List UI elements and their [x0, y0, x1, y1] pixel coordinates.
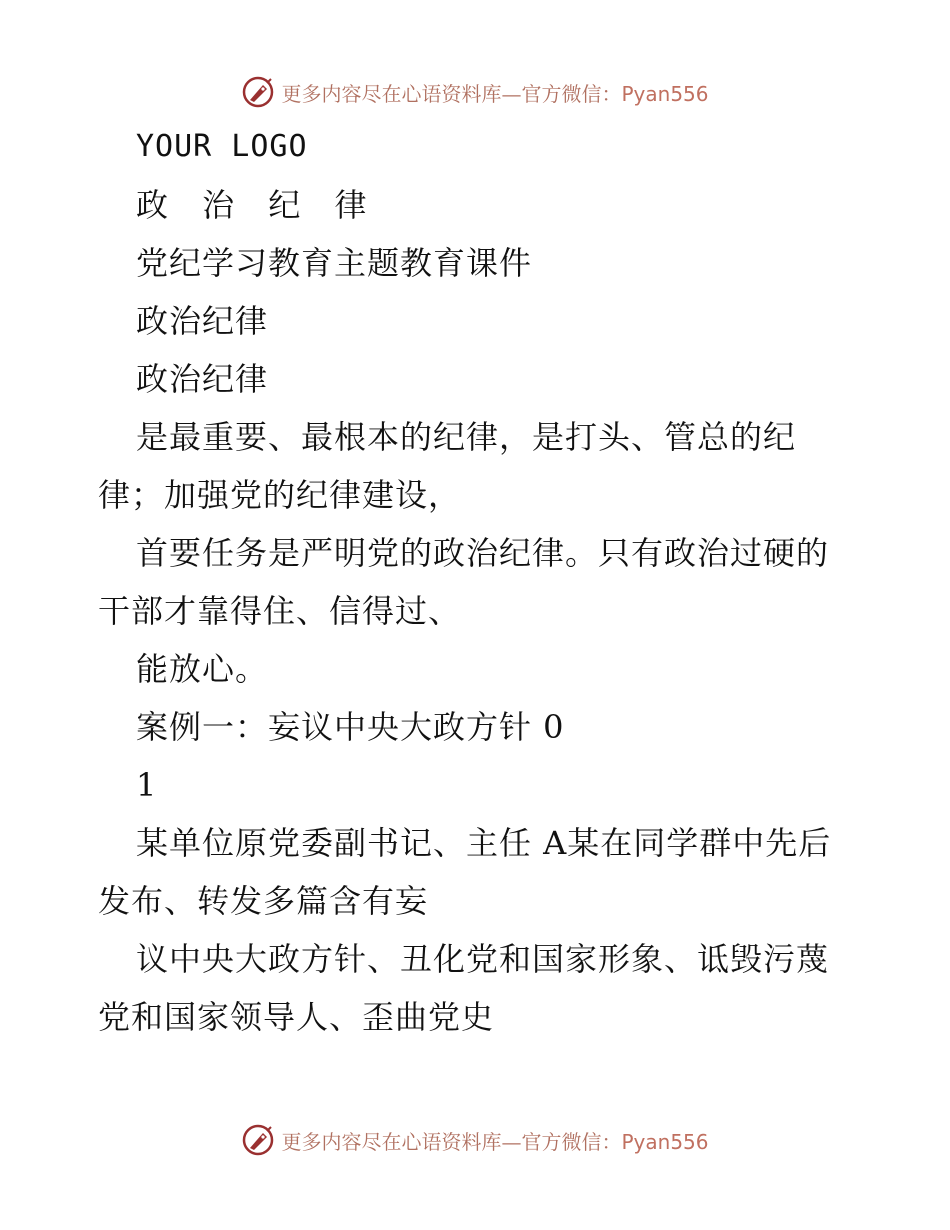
- section-heading: 政治纪律: [136, 360, 269, 398]
- document-subtitle: 党纪学习教育主题教育课件: [136, 244, 533, 282]
- footer-watermark: [0, 1120, 950, 1160]
- body-paragraph: 能放心。: [136, 650, 269, 688]
- header-watermark: [0, 72, 950, 112]
- case-title: 案例一：妄议中央大政方针 0: [136, 708, 565, 746]
- body-paragraph: 是最重要、最根本的纪律，是打头、管总的纪律；加强党的纪律建设，: [98, 418, 797, 514]
- document-body: [98, 118, 858, 1046]
- watermark-text: 更多内容尽在心语资料库—官方微信：Pyan556: [281, 1129, 709, 1154]
- section-heading: 政治纪律: [136, 302, 269, 340]
- body-paragraph: 议中央大政方针、丑化党和国家形象、诋毁污蔑党和国家领导人、歪曲党史: [98, 940, 830, 1036]
- pen-nib-icon: [241, 75, 275, 109]
- document-title: 政 治 纪 律: [136, 186, 379, 224]
- body-paragraph: 首要任务是严明党的政治纪律。只有政治过硬的干部才靠得住、信得过、: [98, 534, 830, 630]
- pen-nib-icon: [241, 1123, 275, 1157]
- body-paragraph: 某单位原党委副书记、主任 A某在同学群中先后发布、转发多篇含有妄: [98, 824, 832, 920]
- logo-placeholder: YOUR LOGO: [136, 129, 308, 164]
- case-number: 1: [136, 766, 158, 804]
- watermark-text: 更多内容尽在心语资料库—官方微信：Pyan556: [281, 81, 709, 106]
